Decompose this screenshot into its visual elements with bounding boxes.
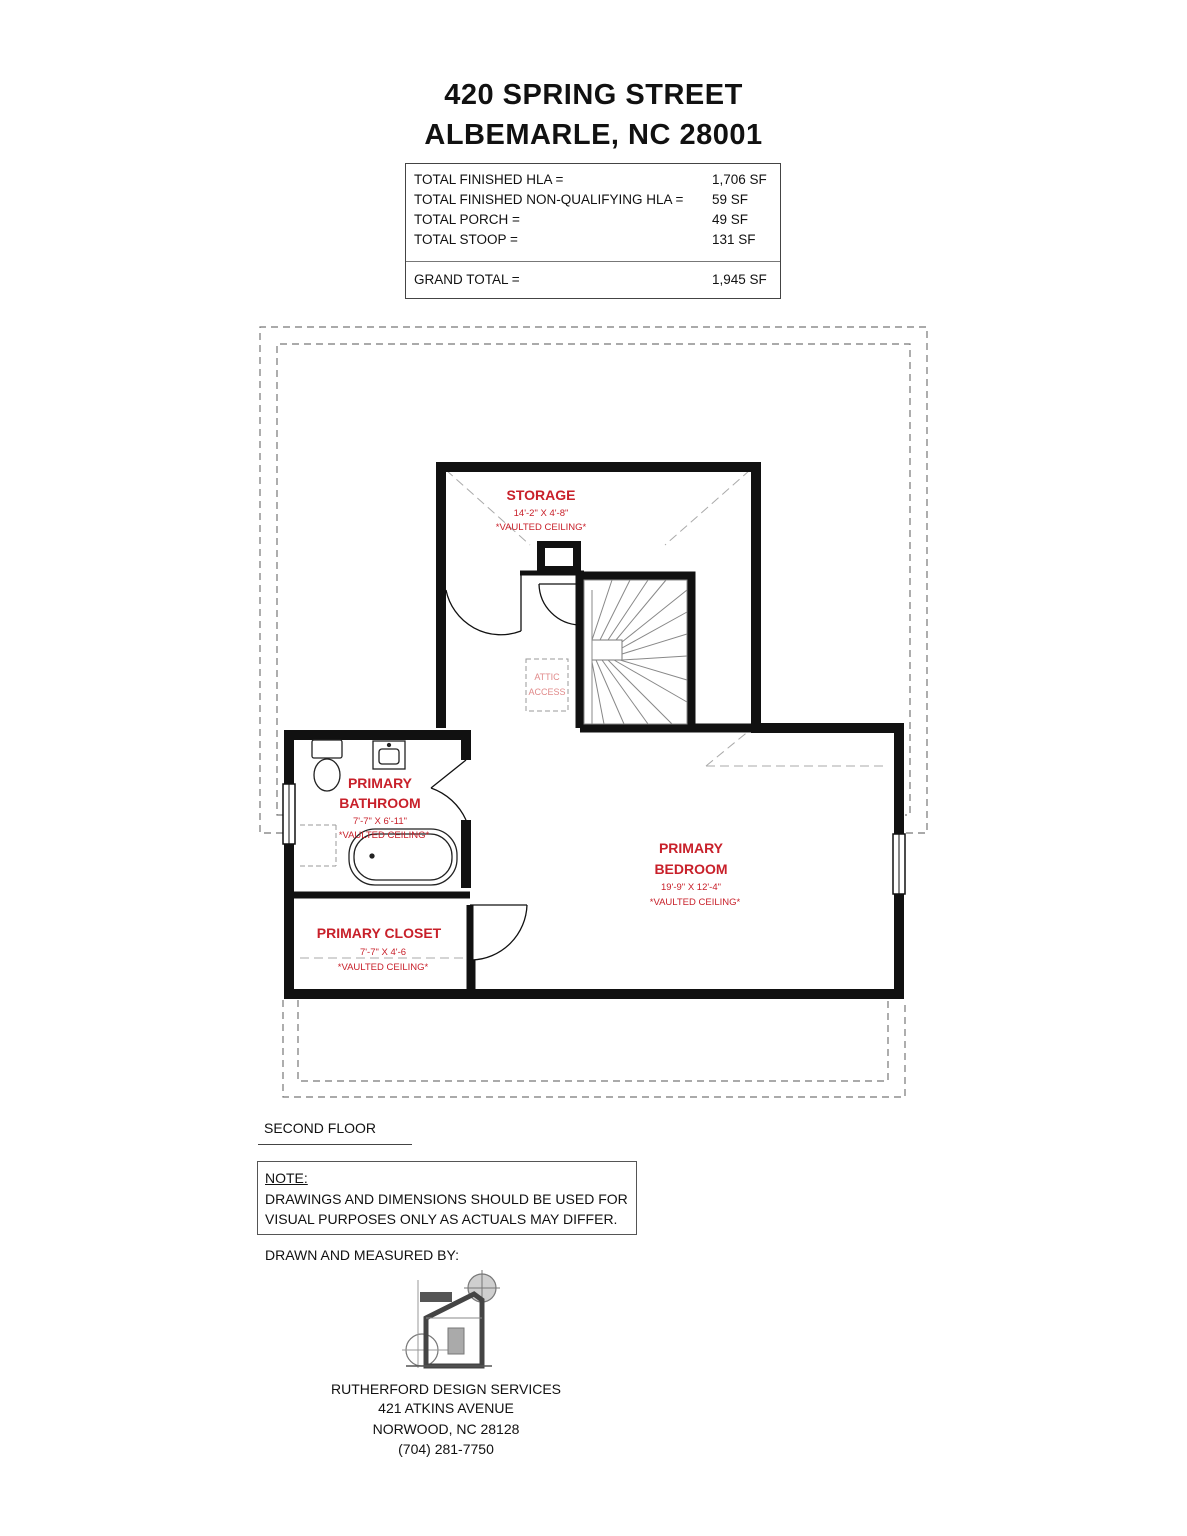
area-value: 131 SF [712, 232, 756, 247]
area-label: TOTAL STOOP = [414, 232, 518, 247]
note-text: VISUAL PURPOSES ONLY AS ACTUALS MAY DIFFER. [265, 1211, 618, 1227]
bathroom-label-1: PRIMARY [347, 775, 413, 791]
vanity-outline [300, 825, 336, 866]
attic-label: ACCESS [528, 687, 566, 697]
attic-access-hatch [526, 659, 568, 711]
door [470, 905, 527, 960]
drawn-by-label: DRAWN AND MEASURED BY: [265, 1247, 459, 1263]
window [283, 784, 295, 844]
company-phone: (704) 281-7750 [398, 1441, 494, 1457]
closet-label: PRIMARY CLOSET [316, 925, 442, 941]
closet-dims: 7'-7" X 4'-6 [359, 947, 407, 958]
interior-walls [294, 895, 472, 994]
area-label: TOTAL FINISHED NON-QUALIFYING HLA = [414, 192, 684, 207]
storage-dims: 14'-2" X 4'-8" [513, 508, 569, 519]
company-name: RUTHERFORD DESIGN SERVICES [331, 1381, 561, 1397]
note-heading: NOTE: [265, 1170, 308, 1186]
window [893, 834, 905, 894]
door [431, 760, 466, 820]
closet-ceiling-note: *VAULTED CEILING* [337, 962, 429, 973]
grand-total-value: 1,945 SF [712, 272, 767, 287]
attic-label: ATTIC [534, 672, 560, 682]
area-value: 49 SF [712, 212, 749, 227]
floor-label-underline [258, 1144, 412, 1145]
toilet-icon [312, 740, 342, 791]
area-value: 1,706 SF [712, 172, 767, 187]
area-value: 59 SF [712, 192, 749, 207]
area-label: TOTAL FINISHED HLA = [414, 172, 564, 187]
bathroom-label-2: BATHROOM [339, 795, 421, 811]
bedroom-ceiling-note: *VAULTED CEILING* [649, 897, 741, 908]
area-label: TOTAL PORCH = [414, 212, 520, 227]
sink-icon [373, 741, 405, 769]
door [446, 574, 521, 635]
bathroom-dims: 7'-7" X 6'-11" [352, 816, 408, 827]
address-line-2: ALBEMARLE, NC 28001 [424, 119, 763, 151]
storage-ceiling-note: *VAULTED CEILING* [495, 522, 587, 533]
floor-label: SECOND FLOOR [264, 1120, 377, 1136]
company-logo [392, 1270, 512, 1380]
bedroom-label-1: PRIMARY [658, 840, 724, 856]
bedroom-label-2: BEDROOM [654, 861, 728, 877]
address-line-1: 420 SPRING STREET [444, 79, 743, 111]
disclaimer-note [257, 1161, 637, 1235]
storage-label: STORAGE [506, 487, 576, 503]
company-city: NORWOOD, NC 28128 [372, 1421, 520, 1437]
bedroom-dims: 19'-9" X 12'-4" [660, 882, 722, 893]
chimney-flue [545, 548, 573, 566]
stairs [580, 576, 756, 728]
grand-total-label: GRAND TOTAL = [414, 272, 520, 287]
bathroom-ceiling-note: *VAULTED CEILING* [338, 830, 430, 841]
note-text: DRAWINGS AND DIMENSIONS SHOULD BE USED FOR [265, 1191, 628, 1207]
company-street: 421 ATKINS AVENUE [378, 1400, 514, 1416]
